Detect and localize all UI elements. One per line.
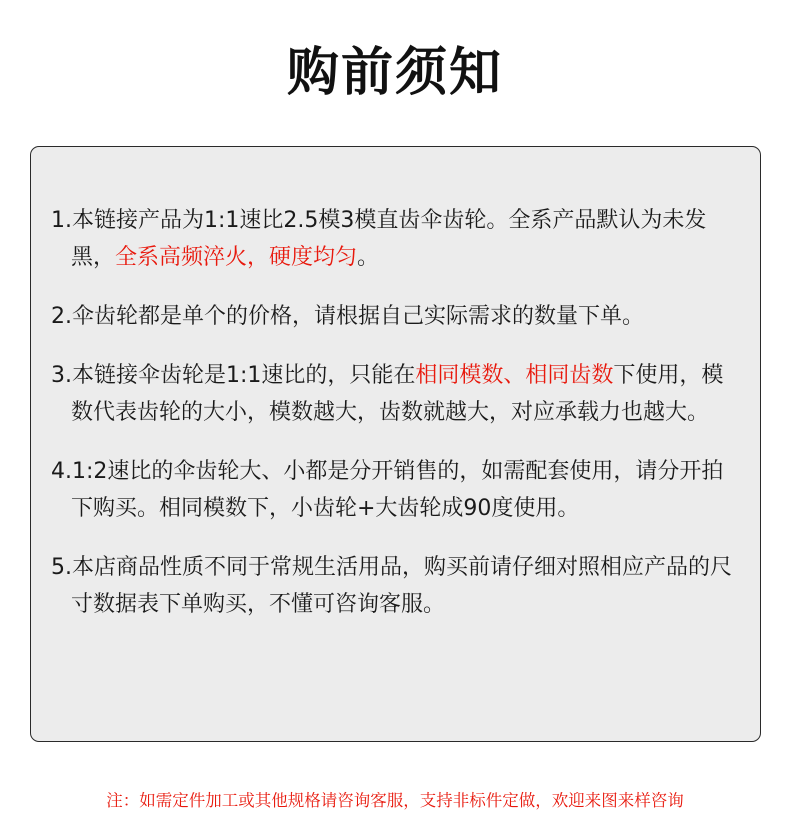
notice-item-1-text: 1.本链接产品为1:1速比2.5模3模直齿伞齿轮。全系产品默认为未发黑， (51, 208, 707, 270)
notice-item-3-highlight: 相同模数、相同齿数 (415, 363, 614, 388)
notice-item-3 (51, 357, 741, 431)
page-title: 购前须知 (286, 43, 503, 103)
footer-note: 注：如需定件加工或其他规格请咨询客服，支持非标件定做，欢迎来图来样咨询 (106, 791, 684, 810)
notice-item-2-text: 2.伞齿轮都是单个的价格，请根据自己实际需求的数量下单。 (51, 304, 644, 329)
notice-list (51, 202, 741, 645)
notice-item-1-highlight: 全系高频淬火，硬度均匀 (115, 245, 358, 270)
notice-item-1-text-end: 。 (357, 245, 380, 270)
notice-item-4 (51, 453, 741, 527)
notice-item-5-text: 5.本店商品性质不同于常规生活用品，购买前请仔细对照相应产品的尺寸数据表下单购买，不懂可咨询客服。 (51, 555, 732, 617)
notice-item-2 (51, 298, 741, 335)
notice-box (30, 146, 761, 742)
notice-item-3-text: 3.本链接伞齿轮是1:1速比的，只能在 (51, 363, 416, 388)
notice-item-4-text: 4.1:2速比的伞齿轮大、小都是分开销售的，如需配套使用，请分开拍下购买。相同模数下，小齿轮+大齿轮成90度使用。 (51, 459, 724, 521)
notice-item-5 (51, 549, 741, 623)
notice-item-3-text-end: 下使用，模数代表齿轮的大小，模数越大，齿数就越大，对应承载力也越大。 (71, 363, 724, 425)
notice-item-1 (51, 202, 741, 276)
